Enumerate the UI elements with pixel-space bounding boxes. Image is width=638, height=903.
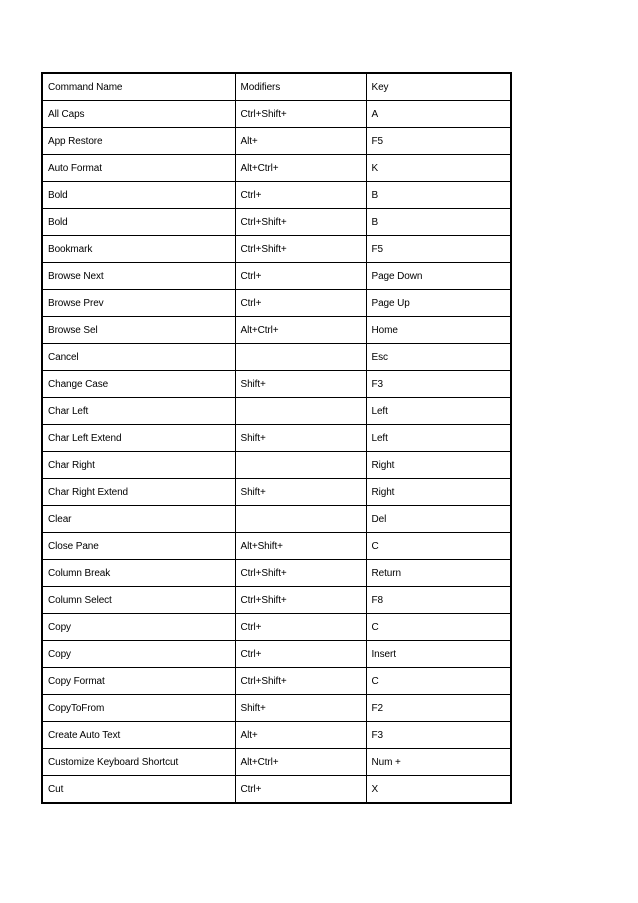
modifiers-cell: Alt+Shift+ [235, 533, 366, 560]
modifiers-cell: Ctrl+Shift+ [235, 560, 366, 587]
command-name-cell: Cancel [42, 344, 235, 371]
key-cell: Return [366, 560, 511, 587]
key-cell: F5 [366, 128, 511, 155]
table-row [42, 236, 511, 263]
key-cell: C [366, 533, 511, 560]
modifiers-cell: Shift+ [235, 695, 366, 722]
table-row [42, 182, 511, 209]
key-cell: C [366, 668, 511, 695]
table-row [42, 722, 511, 749]
table-row [42, 209, 511, 236]
command-name-cell: Copy [42, 614, 235, 641]
table-row [42, 290, 511, 317]
table-row [42, 776, 511, 804]
table-header-row [42, 73, 511, 101]
modifiers-cell: Shift+ [235, 425, 366, 452]
key-cell: X [366, 776, 511, 804]
key-cell: F3 [366, 722, 511, 749]
table-row [42, 344, 511, 371]
key-cell: Right [366, 479, 511, 506]
table-row [42, 695, 511, 722]
modifiers-cell [235, 506, 366, 533]
modifiers-cell: Ctrl+Shift+ [235, 236, 366, 263]
header-modifiers: Modifiers [235, 73, 366, 101]
command-name-cell: Char Right Extend [42, 479, 235, 506]
command-name-cell: Close Pane [42, 533, 235, 560]
modifiers-cell: Ctrl+ [235, 290, 366, 317]
table-row [42, 425, 511, 452]
key-cell: B [366, 209, 511, 236]
command-name-cell: Browse Next [42, 263, 235, 290]
command-name-cell: Browse Sel [42, 317, 235, 344]
modifiers-cell [235, 398, 366, 425]
table-row [42, 398, 511, 425]
key-cell: Left [366, 398, 511, 425]
key-cell: A [366, 101, 511, 128]
key-cell: B [366, 182, 511, 209]
table-row [42, 641, 511, 668]
key-cell: Page Up [366, 290, 511, 317]
table-row [42, 533, 511, 560]
modifiers-cell: Shift+ [235, 479, 366, 506]
modifiers-cell: Ctrl+ [235, 641, 366, 668]
command-name-cell: Char Right [42, 452, 235, 479]
table-body [42, 101, 511, 804]
key-cell: K [366, 155, 511, 182]
table-row [42, 128, 511, 155]
modifiers-cell: Alt+Ctrl+ [235, 155, 366, 182]
command-name-cell: CopyToFrom [42, 695, 235, 722]
key-cell: Left [366, 425, 511, 452]
modifiers-cell: Shift+ [235, 371, 366, 398]
header-command-name: Command Name [42, 73, 235, 101]
key-cell: Insert [366, 641, 511, 668]
command-name-cell: Create Auto Text [42, 722, 235, 749]
modifiers-cell: Ctrl+Shift+ [235, 587, 366, 614]
table-row [42, 263, 511, 290]
modifiers-cell: Ctrl+ [235, 776, 366, 804]
table-row [42, 101, 511, 128]
modifiers-cell: Ctrl+ [235, 614, 366, 641]
key-cell: F3 [366, 371, 511, 398]
command-name-cell: Change Case [42, 371, 235, 398]
modifiers-cell: Alt+ [235, 722, 366, 749]
table-row [42, 317, 511, 344]
key-cell: C [366, 614, 511, 641]
table-row [42, 668, 511, 695]
modifiers-cell: Alt+Ctrl+ [235, 749, 366, 776]
key-cell: Page Down [366, 263, 511, 290]
modifiers-cell: Ctrl+ [235, 182, 366, 209]
key-cell: F8 [366, 587, 511, 614]
table-row [42, 155, 511, 182]
modifiers-cell: Alt+ [235, 128, 366, 155]
command-name-cell: Clear [42, 506, 235, 533]
command-name-cell: Column Break [42, 560, 235, 587]
table-row [42, 749, 511, 776]
command-name-cell: Copy [42, 641, 235, 668]
table-row [42, 614, 511, 641]
command-name-cell: Bold [42, 182, 235, 209]
modifiers-cell: Ctrl+Shift+ [235, 101, 366, 128]
header-key: Key [366, 73, 511, 101]
command-name-cell: Customize Keyboard Shortcut [42, 749, 235, 776]
table-row [42, 587, 511, 614]
command-name-cell: Browse Prev [42, 290, 235, 317]
modifiers-cell: Alt+Ctrl+ [235, 317, 366, 344]
command-name-cell: Copy Format [42, 668, 235, 695]
command-name-cell: Char Left [42, 398, 235, 425]
command-name-cell: Char Left Extend [42, 425, 235, 452]
command-name-cell: Column Select [42, 587, 235, 614]
key-cell: Right [366, 452, 511, 479]
table-row [42, 506, 511, 533]
table-row [42, 560, 511, 587]
table-row [42, 452, 511, 479]
modifiers-cell [235, 452, 366, 479]
key-cell: F2 [366, 695, 511, 722]
key-cell: Esc [366, 344, 511, 371]
modifiers-cell: Ctrl+Shift+ [235, 668, 366, 695]
table-row [42, 371, 511, 398]
table-row [42, 479, 511, 506]
key-cell: F5 [366, 236, 511, 263]
command-name-cell: Auto Format [42, 155, 235, 182]
modifiers-cell [235, 344, 366, 371]
key-cell: Num + [366, 749, 511, 776]
modifiers-cell: Ctrl+Shift+ [235, 209, 366, 236]
shortcut-table [41, 72, 512, 804]
command-name-cell: Bookmark [42, 236, 235, 263]
command-name-cell: Cut [42, 776, 235, 804]
command-name-cell: App Restore [42, 128, 235, 155]
key-cell: Home [366, 317, 511, 344]
command-name-cell: Bold [42, 209, 235, 236]
modifiers-cell: Ctrl+ [235, 263, 366, 290]
key-cell: Del [366, 506, 511, 533]
command-name-cell: All Caps [42, 101, 235, 128]
